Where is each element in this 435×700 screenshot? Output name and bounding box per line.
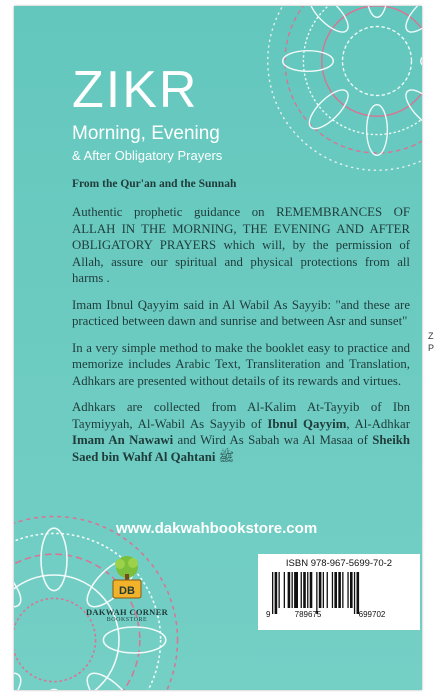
- barcode-bar: [292, 572, 293, 608]
- barcode-bar: [319, 572, 322, 608]
- blurb-text: [72, 204, 410, 475]
- mandala-ornament-top: [262, 6, 422, 176]
- publisher-logo: [84, 554, 170, 623]
- barcode-digits-right: 699702: [358, 610, 386, 618]
- barcode-bar: [332, 572, 333, 608]
- barcode-bar: [327, 572, 328, 608]
- barcode-bar: [316, 572, 317, 614]
- barcode-bar: [307, 572, 308, 608]
- barcode-bar: [342, 572, 343, 608]
- text-run: Adhkars are collected from Al-Kalim At-Tayyib of Ibn Taymiyyah, Al-Wabil As Sayyib of: [72, 400, 410, 431]
- barcode-bar: [347, 572, 348, 608]
- blurb-paragraph: Imam Ibnul Qayyim said in Al Wabil As Sayyib: "and these are practiced between dawn and sunrise and between Asr and sunset": [72, 297, 410, 328]
- isbn-barcode: [258, 554, 420, 630]
- barcode-bar: [275, 572, 278, 614]
- blurb-paragraph: Authentic prophetic guidance on REMEMBRANCES OF ALLAH IN THE MORNING, THE EVENING AND AFTER OBLIGATORY PRAYERS which will, by the permission of Allah, assure our spiritual and physical protections from all harms .: [72, 205, 410, 285]
- barcode-graphic: [264, 572, 414, 618]
- logo-initials: DB: [119, 585, 135, 597]
- text-run-bold: Imam An Nawawi: [72, 433, 174, 447]
- book-source-line: From the Qur'an and the Sunnah: [72, 178, 237, 190]
- text-run-bold: Ibnul Qayyim: [267, 416, 347, 431]
- barcode-bar: [354, 572, 355, 614]
- barcode-bar: [310, 572, 313, 608]
- book-back-cover: [14, 6, 422, 690]
- book-subtitle-secondary: & After Obligatory Prayers: [72, 148, 223, 163]
- barcode-bar: [303, 572, 306, 608]
- adjacent-page-edge-text: [428, 330, 434, 354]
- edge-line: P: [428, 343, 435, 353]
- barcode-bar: [294, 572, 298, 608]
- barcode-bar: [357, 572, 360, 614]
- isbn-number: ISBN 978-967-5699-70-2: [285, 558, 393, 569]
- book-title: ZIKR: [72, 61, 199, 119]
- barcode-bar: [301, 572, 302, 608]
- blurb-paragraph-sources: [72, 399, 410, 465]
- barcode-bar: [284, 572, 285, 608]
- barcode-digits-left: 789675: [294, 610, 322, 618]
- barcode-bar: [338, 572, 341, 608]
- barcode-bar: [272, 572, 273, 614]
- edge-line: Z: [428, 331, 434, 341]
- book-subtitle: Morning, Evening: [72, 123, 220, 144]
- tree-book-icon: [107, 554, 147, 600]
- publisher-website: www.dakwahbookstore.com: [116, 520, 318, 537]
- publisher-subname: BOOKSTORE: [106, 617, 148, 623]
- text-run-bold: Sheikh Saed bin Wahf Al Qahtani: [72, 433, 410, 464]
- publisher-name: DAKWAH CORNER: [85, 607, 169, 617]
- barcode-bar: [323, 572, 324, 608]
- blurb-paragraph: In a very simple method to make the booklet easy to practice and memorize includes Arabic Text, Transliteration and Translation, Adhkars are presented without details of its rewards and virtues.: [72, 340, 410, 388]
- barcode-bar: [334, 572, 337, 608]
- barcode-bar: [288, 572, 291, 608]
- barcode-digit-lead: 9: [266, 610, 271, 618]
- barcode-bar: [350, 572, 353, 608]
- text-run: ﷺ: [215, 449, 235, 464]
- text-run: , Al-Adhkar: [346, 416, 410, 431]
- text-run: and Wird As Sabah wa Al Masaa of: [173, 433, 373, 447]
- barcode-bar: [279, 572, 280, 608]
